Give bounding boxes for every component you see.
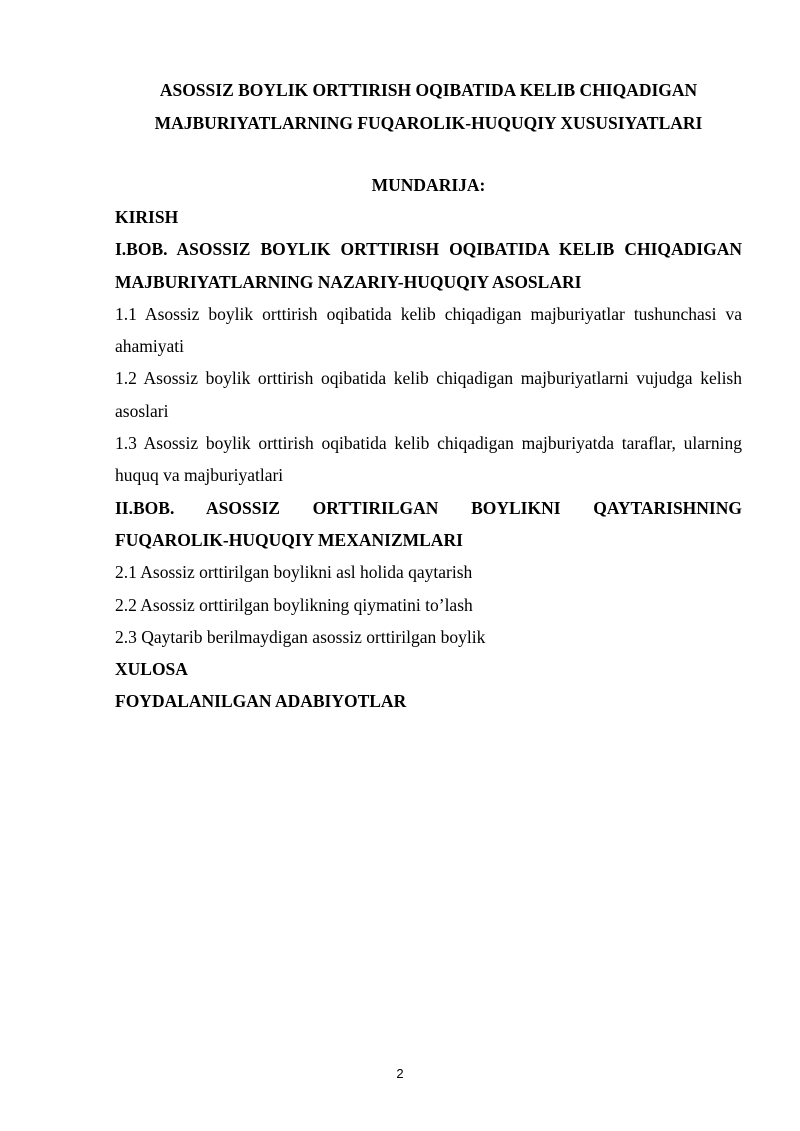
table-of-contents (115, 201, 742, 718)
document-title: ASOSSIZ BOYLIK ORTTIRISH OQIBATIDA KELIB CHIQADIGAN MAJBURIYATLARNING FUQAROLIK-HUQUQIY XUSUSIYATLARI (154, 80, 703, 133)
toc-entry: 1.3 Asossiz boylik orttirish oqibatida kelib chiqadigan majburiyatda taraflar, ularning huquq va majburiyatlari (115, 433, 742, 486)
toc-entry: 2.2 Asossiz orttirilgan boylikning qiymatini to’lash (115, 594, 473, 615)
toc-entry: I.BOB. ASOSSIZ BOYLIK ORTTIRISH OQIBATIDA KELIB CHIQADIGAN MAJBURIYATLARNING NAZARIY-HUQUQIY ASOSLARI (115, 239, 742, 292)
toc-entry: 2.1 Asossiz orttirilgan boylikni asl holida qaytarish (115, 562, 473, 583)
toc-entry: II.BOB. ASOSSIZ ORTTIRILGAN BOYLIKNI QAYTARISHNING FUQAROLIK-HUQUQIY MEXANIZMLARI (115, 497, 742, 550)
toc-entry: FOYDALANILGAN ADABIYOTLAR (115, 691, 407, 712)
toc-entry: 1.1 Asossiz boylik orttirish oqibatida kelib chiqadigan majburiyatlar tushunchasi va ahamiyati (115, 303, 742, 357)
toc-entry: XULOSA (115, 659, 188, 680)
toc-heading: MUNDARIJA: (371, 175, 486, 195)
toc-entry: 2.3 Qaytarib berilmaydigan asossiz orttirilgan boylik (115, 626, 486, 647)
toc-entry: KIRISH (115, 207, 179, 227)
page-number: 2 (396, 1066, 404, 1081)
toc-entry: 1.2 Asossiz boylik orttirish oqibatida kelib chiqadigan majburiyatlarni vujudga kelish asoslari (115, 368, 742, 421)
